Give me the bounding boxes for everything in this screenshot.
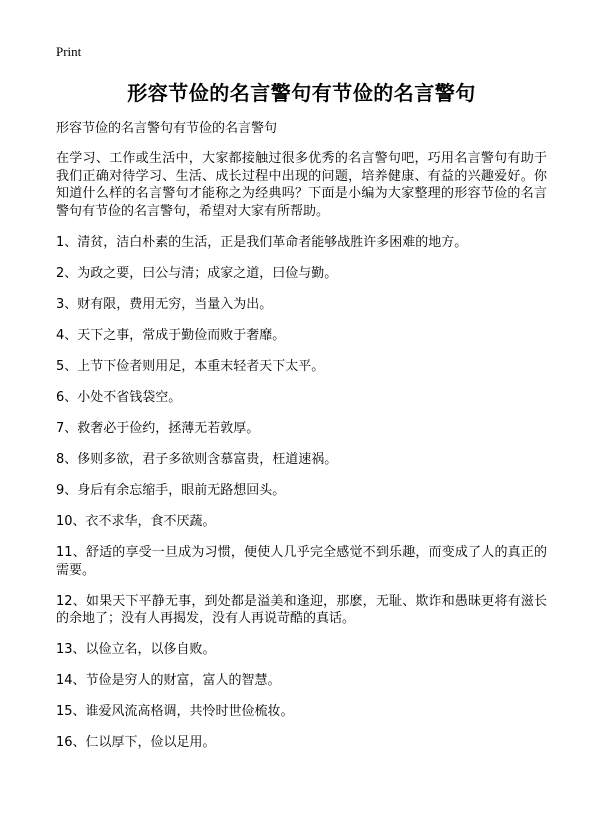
intro-paragraph: 在学习、工作或生活中，大家都接触过很多优秀的名言警句吧，巧用名言警句有助于我们正确对待学习、生活、成长过程中出现的问题，培养健康、有益的兴趣爱好。你知道什么样的名言警句才能称之为经典吗？下面是小编为大家整理的形容节俭的名言警句有节俭的名言警句，希望对大家有所帮助。 [56, 151, 547, 219]
quote-item: 1、清贫，洁白朴素的生活，正是我们革命者能够战胜许多困难的地方。 [56, 235, 468, 250]
quote-item: 4、天下之事，常成于勤俭而败于奢靡。 [56, 328, 286, 343]
quote-list [56, 234, 547, 765]
quote-item: 12、如果天下平静无事，到处都是溢美和逢迎，那麽，无耻、欺诈和愚昧更将有滋长的余地了；没有人再揭发，没有人再说苛酷的真话。 [56, 593, 547, 626]
page-title: 形容节俭的名言警句有节俭的名言警句 [127, 81, 476, 105]
quote-item: 16、仁以厚下，俭以足用。 [56, 735, 216, 750]
article-subtitle: 形容节俭的名言警句有节俭的名言警句 [56, 121, 278, 136]
quote-item: 9、身后有余忘缩手，眼前无路想回头。 [56, 483, 286, 498]
quote-item: 5、上节下俭者则用足，本重末轻者天下太平。 [56, 359, 325, 374]
quote-item: 11、舒适的享受一旦成为习惯，便使人几乎完全感觉不到乐趣，而变成了人的真正的需要。 [56, 545, 547, 578]
quote-item: 10、衣不求华，食不厌蔬。 [56, 514, 216, 529]
quote-item: 15、谁爱风流高格调，共怜时世俭梳妆。 [56, 704, 294, 719]
quote-item: 7、救奢必于俭约，拯薄无若敦厚。 [56, 421, 260, 436]
quote-item: 3、财有限，费用无穷，当量入为出。 [56, 297, 273, 312]
print-link[interactable]: Print [56, 44, 82, 59]
quote-item: 8、侈则多欲，君子多欲则含慕富贵，枉道速祸。 [56, 452, 338, 467]
quote-item: 2、为政之要，曰公与清；成家之道，曰俭与勤。 [56, 266, 338, 281]
quote-item: 14、节俭是穷人的财富，富人的智慧。 [56, 673, 281, 688]
quote-item: 13、以俭立名，以侈自败。 [56, 642, 216, 657]
quote-item: 6、小处不省钱袋空。 [56, 390, 182, 405]
